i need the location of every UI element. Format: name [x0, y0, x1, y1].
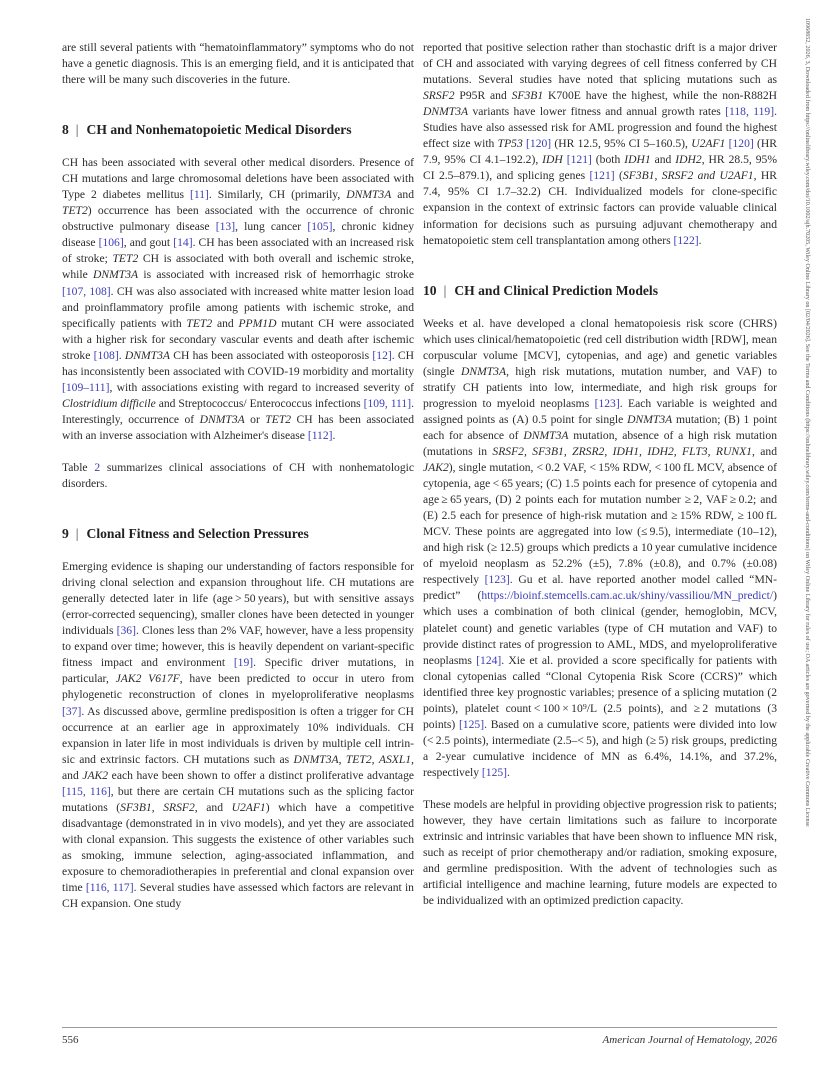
section-separator: |	[443, 282, 447, 298]
body-text: . Several studies have assessed which factors are relevant in CH expansion. One study	[62, 881, 414, 911]
p-s9-1	[62, 559, 414, 912]
body-text: . CH has inconsistently been associated with COVID-19 morbidity and mortality	[62, 348, 415, 378]
body-text: mutation, absence of a high risk mutation (mutations in	[423, 428, 777, 458]
citation-link[interactable]: [37]	[62, 704, 82, 718]
body-text: (both	[591, 153, 625, 167]
body-text: . Based on a cumulative score, patients were divided into low (< 2.5 points), intermediate (2.5–< 5), and high (≥ 5) risk groups, predicting a 2-year cumulative incidence of MN as 6.4%, 14.1%, and 37.2%, respectively	[423, 717, 777, 779]
italic-term: DNMT3A	[93, 268, 139, 282]
citation-link[interactable]: [13]	[215, 220, 236, 234]
body-text: CH has been associated with an inverse association with Alzheimer's disease	[62, 412, 414, 442]
p-s8-1	[62, 155, 414, 444]
italic-term: TET2	[186, 316, 213, 330]
italic-term: SRSF2, SF3B1, ZRSR2, IDH1, IDH2, FLT3, RUNX1	[492, 444, 752, 458]
body-text: (	[614, 169, 623, 183]
body-text: , high risk mutations, mutation number, and VAF) to stratify CH patients into low, intermediate, and high risk groups for progression to myeloid neoplasms	[423, 364, 778, 410]
italic-term: JAK2	[82, 768, 109, 782]
citation-link[interactable]: [121]	[589, 169, 615, 183]
body-text: reported that positive selection rather than stochastic drift is a major driver of CH and associated with varying degrees of cell fitness conferred by CH mutations. Several studies have noted that splicing mutations such as	[423, 41, 777, 87]
p-s9-2	[423, 40, 777, 249]
citation-link[interactable]: [106]	[98, 236, 124, 250]
left-column	[62, 40, 414, 912]
body-text: ), single mutation, < 0.2 VAF, < 15% RDW, < 100 fL MCV, absence of cytopenia, age < 65 years; (C) 1.5 points each for presence of cytopenia and age ≥ 65 years, (D) 2 points each for mutation number ≥ 2, VAF ≥ 0.2; and (E) 2.5 each for presence of high-risk mutation and ≥ 15% RDW, ≥ 100 fL MCV. These points are aggregated into low (≤ 9.5), intermediate (10–12), and high risk (≥ 12.5) groups which predicts a 10 year cumulative incidence of myeloid neoplasm as 52.2% (±5), 7.8% (±0.8), and 0.7% (±0.08) respectively	[423, 461, 777, 587]
italic-term: DNMT3A	[423, 105, 469, 119]
citation-link[interactable]: [108]	[93, 348, 119, 362]
body-text: . CH has been associated with an increased risk of stroke;	[62, 236, 414, 266]
body-text: and	[391, 188, 415, 202]
download-notice-sidebar	[800, 18, 816, 1058]
p-intro-end	[62, 40, 414, 88]
body-text: mutation; (B) 1 point each for absence of	[423, 412, 777, 442]
body-text: ,	[338, 752, 346, 766]
italic-term: TET2	[112, 252, 139, 266]
citation-link[interactable]: [123]	[594, 396, 620, 410]
citation-link[interactable]: [122]	[673, 233, 699, 247]
italic-term: DNMT3A	[124, 348, 170, 362]
p-s10-2	[423, 797, 777, 909]
footer-divider	[62, 1027, 777, 1028]
body-text: , chronic kidney disease	[62, 220, 415, 250]
italic-term: TP53	[497, 137, 523, 151]
citation-link[interactable]: [19]	[233, 656, 254, 670]
italic-term: Clostridium difficile	[62, 396, 156, 410]
italic-term: TET2	[265, 412, 292, 426]
italic-term: DNMT3A	[346, 188, 392, 202]
citation-link[interactable]: [125]	[458, 717, 485, 731]
italic-term: SF3B1	[511, 89, 544, 103]
h-section-8	[62, 121, 414, 139]
italic-term: JAK2	[423, 461, 449, 475]
italic-term: IDH	[542, 153, 563, 167]
download-notice-text: 10968652, 2026, 3, Downloaded from https://onlinelibrary.wiley.com/doi/10.1002/ajh.70205, Wiley Online Library on [02/04/2026]. See the Terms and Conditions (https://onlinelibrary.wiley.com/terms-and-conditions) on Wiley Online Library for rules of use; OA articles are governed by the applicable Creative Commons License	[804, 18, 810, 827]
body-text: . As discussed above, germline predisposition is often a trigger for CH occurrence at an earlier age in approximately 10% individuals. CH expansion in later life in most individuals is driven by multiple cell intrinsic and extrinsic factors. CH mutations such as	[62, 704, 414, 766]
italic-term: PPM1D	[238, 316, 277, 330]
body-text: . CH was also associated with increased white matter lesion load and proinflammatory profile among patients with ischemic stroke, and specifically patients with	[62, 284, 414, 330]
body-text: , HR 7.4, 95% CI 1.7–32.2) CH. Individualized models for clone-specific expansion in the context of extrinsic factors can provide valuable clinical information for decisions such as pursuing adjuvant chemotherapy and hematopoietic stem cell transplantation among others	[423, 169, 777, 247]
italic-term: SRSF2	[423, 89, 455, 103]
citation-link[interactable]: [120]	[526, 137, 552, 151]
italic-term: JAK2 V617F	[115, 672, 180, 686]
body-text: , but there are certain CH mutations such as the splicing factor mutations (	[62, 784, 414, 814]
section-separator: |	[75, 526, 79, 542]
body-text: . Similarly, CH (primarily,	[208, 188, 347, 202]
body-text: are still several patients with “hematoinflammatory” symptoms who do not have a genetic diagnosis. This is an emerging field, and it is anticipated that there will be many such discoveries in the future.	[62, 41, 414, 87]
body-text: . Xie et al. provided a score specifically for patients with clonal cytopenias called “Clonal Cytopenia Risk Score (CCRS)” which identified three key prognostic variables; presence of a splicing mutation (2 points), platelet count < 100 × 10⁹/L (2.5 points), and ≥ 2 mutations (3 points)	[423, 653, 778, 731]
body-text: and	[212, 316, 239, 330]
body-text: , and	[194, 800, 232, 814]
body-text: . Interestingly, occurrence of	[62, 396, 414, 426]
body-text: . Clones less than 2% VAF, however, have a less propensity to expand over time; however, this is heavily dependent on variant-specific fitness impact and environment	[62, 624, 414, 670]
citation-link[interactable]: 2	[94, 460, 101, 474]
body-text: , and	[62, 752, 415, 782]
body-text: , with associations existing with regard to increased severity of	[109, 380, 414, 394]
body-text: (HR 7.9, 95% CI 4.1–192.2),	[423, 137, 778, 167]
body-text: . Studies have also assessed risk for AML progression and found the highest effect size with	[423, 105, 777, 151]
body-text: CH has been associated with osteoporosis	[169, 348, 373, 362]
body-text: (HR 12.5, 95% CI 5–160.5),	[551, 137, 692, 151]
citation-link[interactable]: [121]	[566, 153, 592, 167]
section-title: Clonal Fitness and Selection Pressures	[86, 526, 309, 542]
body-text: . Specific driver mutations, in particular,	[62, 656, 415, 686]
external-url-link[interactable]: https://bioinf.stemcells.cam.ac.uk/shiny/vassiliou/MN_predict/	[481, 589, 774, 603]
body-text: These models are helpful in providing objective progression risk to patients; however, they have certain limitations such as failure to incorporate extrinsic and intrinsic variables that have been shown to influence MN risk, such as receipt of prior chemotherapy and/or radiation, smoking exposure, and germline predisposition. With the advent of technologies such as artificial intelligence and machine learning, future models are expected to be individualized with an optimized prediction capacity.	[423, 797, 777, 908]
citation-link[interactable]: [36]	[116, 624, 136, 638]
body-text: ,	[151, 800, 164, 814]
body-text: ) which have a competitive disadvantage (demonstrated in in vivo models), and yet they are associated with clonal expansion. This suggests the existence of other variables such as smoking, immune selection, aging-associated inflammation, and exposure to chemoradiotherapies in preferential and clonal expansion over time	[62, 800, 414, 895]
citation-link[interactable]: [120]	[728, 137, 754, 151]
body-text: ,	[371, 752, 379, 766]
body-text: , lung cancer	[235, 220, 308, 234]
body-text: variants have lower fitness and annual growth rates	[468, 105, 726, 119]
italic-term: IDH2	[675, 153, 702, 167]
body-text: , and	[751, 444, 777, 458]
body-text: summarizes clinical associations of CH with nonhematologic disorders.	[62, 460, 414, 491]
body-text: P95R and	[454, 89, 512, 103]
body-text: CH has been associated with several other medical disorders. Presence of CH mutations and large chromosomal deletions have been associated with Type 2 diabetes mellitus	[62, 156, 414, 202]
italic-term: SF3B1, SRSF2 and U2AF1	[622, 169, 754, 183]
citation-link[interactable]: [125]	[481, 765, 508, 779]
section-number: 8	[62, 122, 69, 138]
citation-link[interactable]: [123]	[484, 573, 510, 587]
body-text: and	[650, 153, 676, 167]
h-section-9	[62, 525, 414, 543]
page-number: 556	[62, 1034, 79, 1046]
italic-term: DNMT3A	[460, 364, 507, 378]
section-number: 10	[423, 282, 437, 298]
body-text: . Each variable is weighted and assigned points as (A) 0.5 point for single	[423, 396, 777, 426]
body-text: .	[118, 348, 125, 362]
citation-link[interactable]: [124]	[476, 653, 502, 667]
body-text: Emerging evidence is shaping our understanding of factors responsible for driving clonal selection and expansion throughout life. CH mutations are generally detected later in life (age > 50 years), but with sensitive assays (error-corrected sequencing), smaller clones have been detected in younger individuals	[62, 560, 414, 638]
citation-link[interactable]: [11]	[190, 188, 209, 202]
body-text: ) which uses a combination of both clinical (gender, hemoglobin, MCV, platelet count) and genetic variables (type of CH mutation and VAF) to provide distinct rates of progression to AML, MDS, and myeloproliferative neoplasms	[423, 589, 777, 667]
body-text: each have been shown to offer a distinct proliferative advantage	[108, 768, 415, 782]
body-text: or	[244, 412, 266, 426]
body-text: CH is associated with both overall and ischemic stroke, while	[62, 252, 414, 282]
body-text: K700E have the highest, while the non-R882H	[543, 89, 777, 103]
italic-term: SF3B1	[120, 800, 152, 814]
italic-term: U2AF1	[691, 137, 726, 151]
italic-term: TET2	[345, 752, 372, 766]
body-text: . Gu et al. have reported another model called “MN-predict” (	[423, 573, 777, 603]
section-title: CH and Nonhematopoietic Medical Disorders	[86, 122, 352, 138]
section-number: 9	[62, 526, 69, 542]
body-text: and Streptococcus/ Enterococcus infections	[155, 396, 364, 410]
body-text: Table	[62, 460, 95, 474]
citation-link[interactable]: [118, 119]	[725, 105, 775, 119]
italic-term: DNMT3A	[523, 428, 569, 442]
citation-link[interactable]: [12]	[372, 348, 392, 362]
italic-term: DNMT3A	[199, 412, 245, 426]
section-title: CH and Clinical Prediction Models	[454, 282, 658, 298]
p-s8-2	[62, 460, 414, 492]
body-text: .	[698, 233, 702, 247]
citation-link[interactable]: [116, 117]	[85, 881, 134, 895]
right-column	[423, 40, 777, 909]
body-text: Weeks et al. have developed a clonal hematopoiesis risk score (CHRS) which uses clinical/hematopoietic (red cell distribution width [RDW], mean corpuscular volume [MCV], cytopenias, and age) and genetic variables (single	[423, 316, 777, 378]
italic-term: DNMT3A	[627, 412, 673, 426]
body-text: is associated with increased risk of hemorrhagic stroke	[138, 268, 414, 282]
body-text: , and gout	[123, 236, 174, 250]
italic-term: SRSF2	[163, 800, 195, 814]
citation-link[interactable]: [105]	[307, 220, 333, 234]
italic-term: DNMT3A	[293, 752, 339, 766]
body-text: mutant CH were associated with a higher risk for secondary vascular events and death after ischemic stroke	[62, 316, 414, 362]
italic-term: ASXL1	[378, 752, 412, 766]
section-separator: |	[75, 122, 79, 138]
body-text: .	[507, 765, 510, 779]
body-text: ) occurrence has been associated with the occurrence of chronic obstructive pulmonary disease	[62, 204, 414, 234]
citation-link[interactable]: [107, 108]	[62, 284, 111, 298]
h-section-10	[423, 282, 777, 300]
italic-term: TET2	[62, 204, 88, 218]
body-text: , have been predicted to occur in utero from phylogenetic reconstruction of clones in myeloproliferative neoplasms	[62, 672, 414, 702]
p-s10-1	[423, 316, 777, 781]
body-text: .	[332, 428, 336, 442]
citation-link[interactable]: [115, 116]	[62, 784, 111, 798]
body-text: , HR 28.5, 95% CI 2.5–879.1), and splicing genes	[423, 153, 777, 183]
citation-link[interactable]: [14]	[173, 236, 193, 250]
citation-link[interactable]: [109, 111]	[363, 396, 412, 410]
italic-term: U2AF1	[231, 800, 266, 814]
citation-link[interactable]: [112]	[307, 428, 333, 442]
citation-link[interactable]: [109–111]	[62, 380, 110, 394]
journal-footer: American Journal of Hematology, 2026	[602, 1034, 777, 1046]
italic-term: IDH1	[624, 153, 651, 167]
